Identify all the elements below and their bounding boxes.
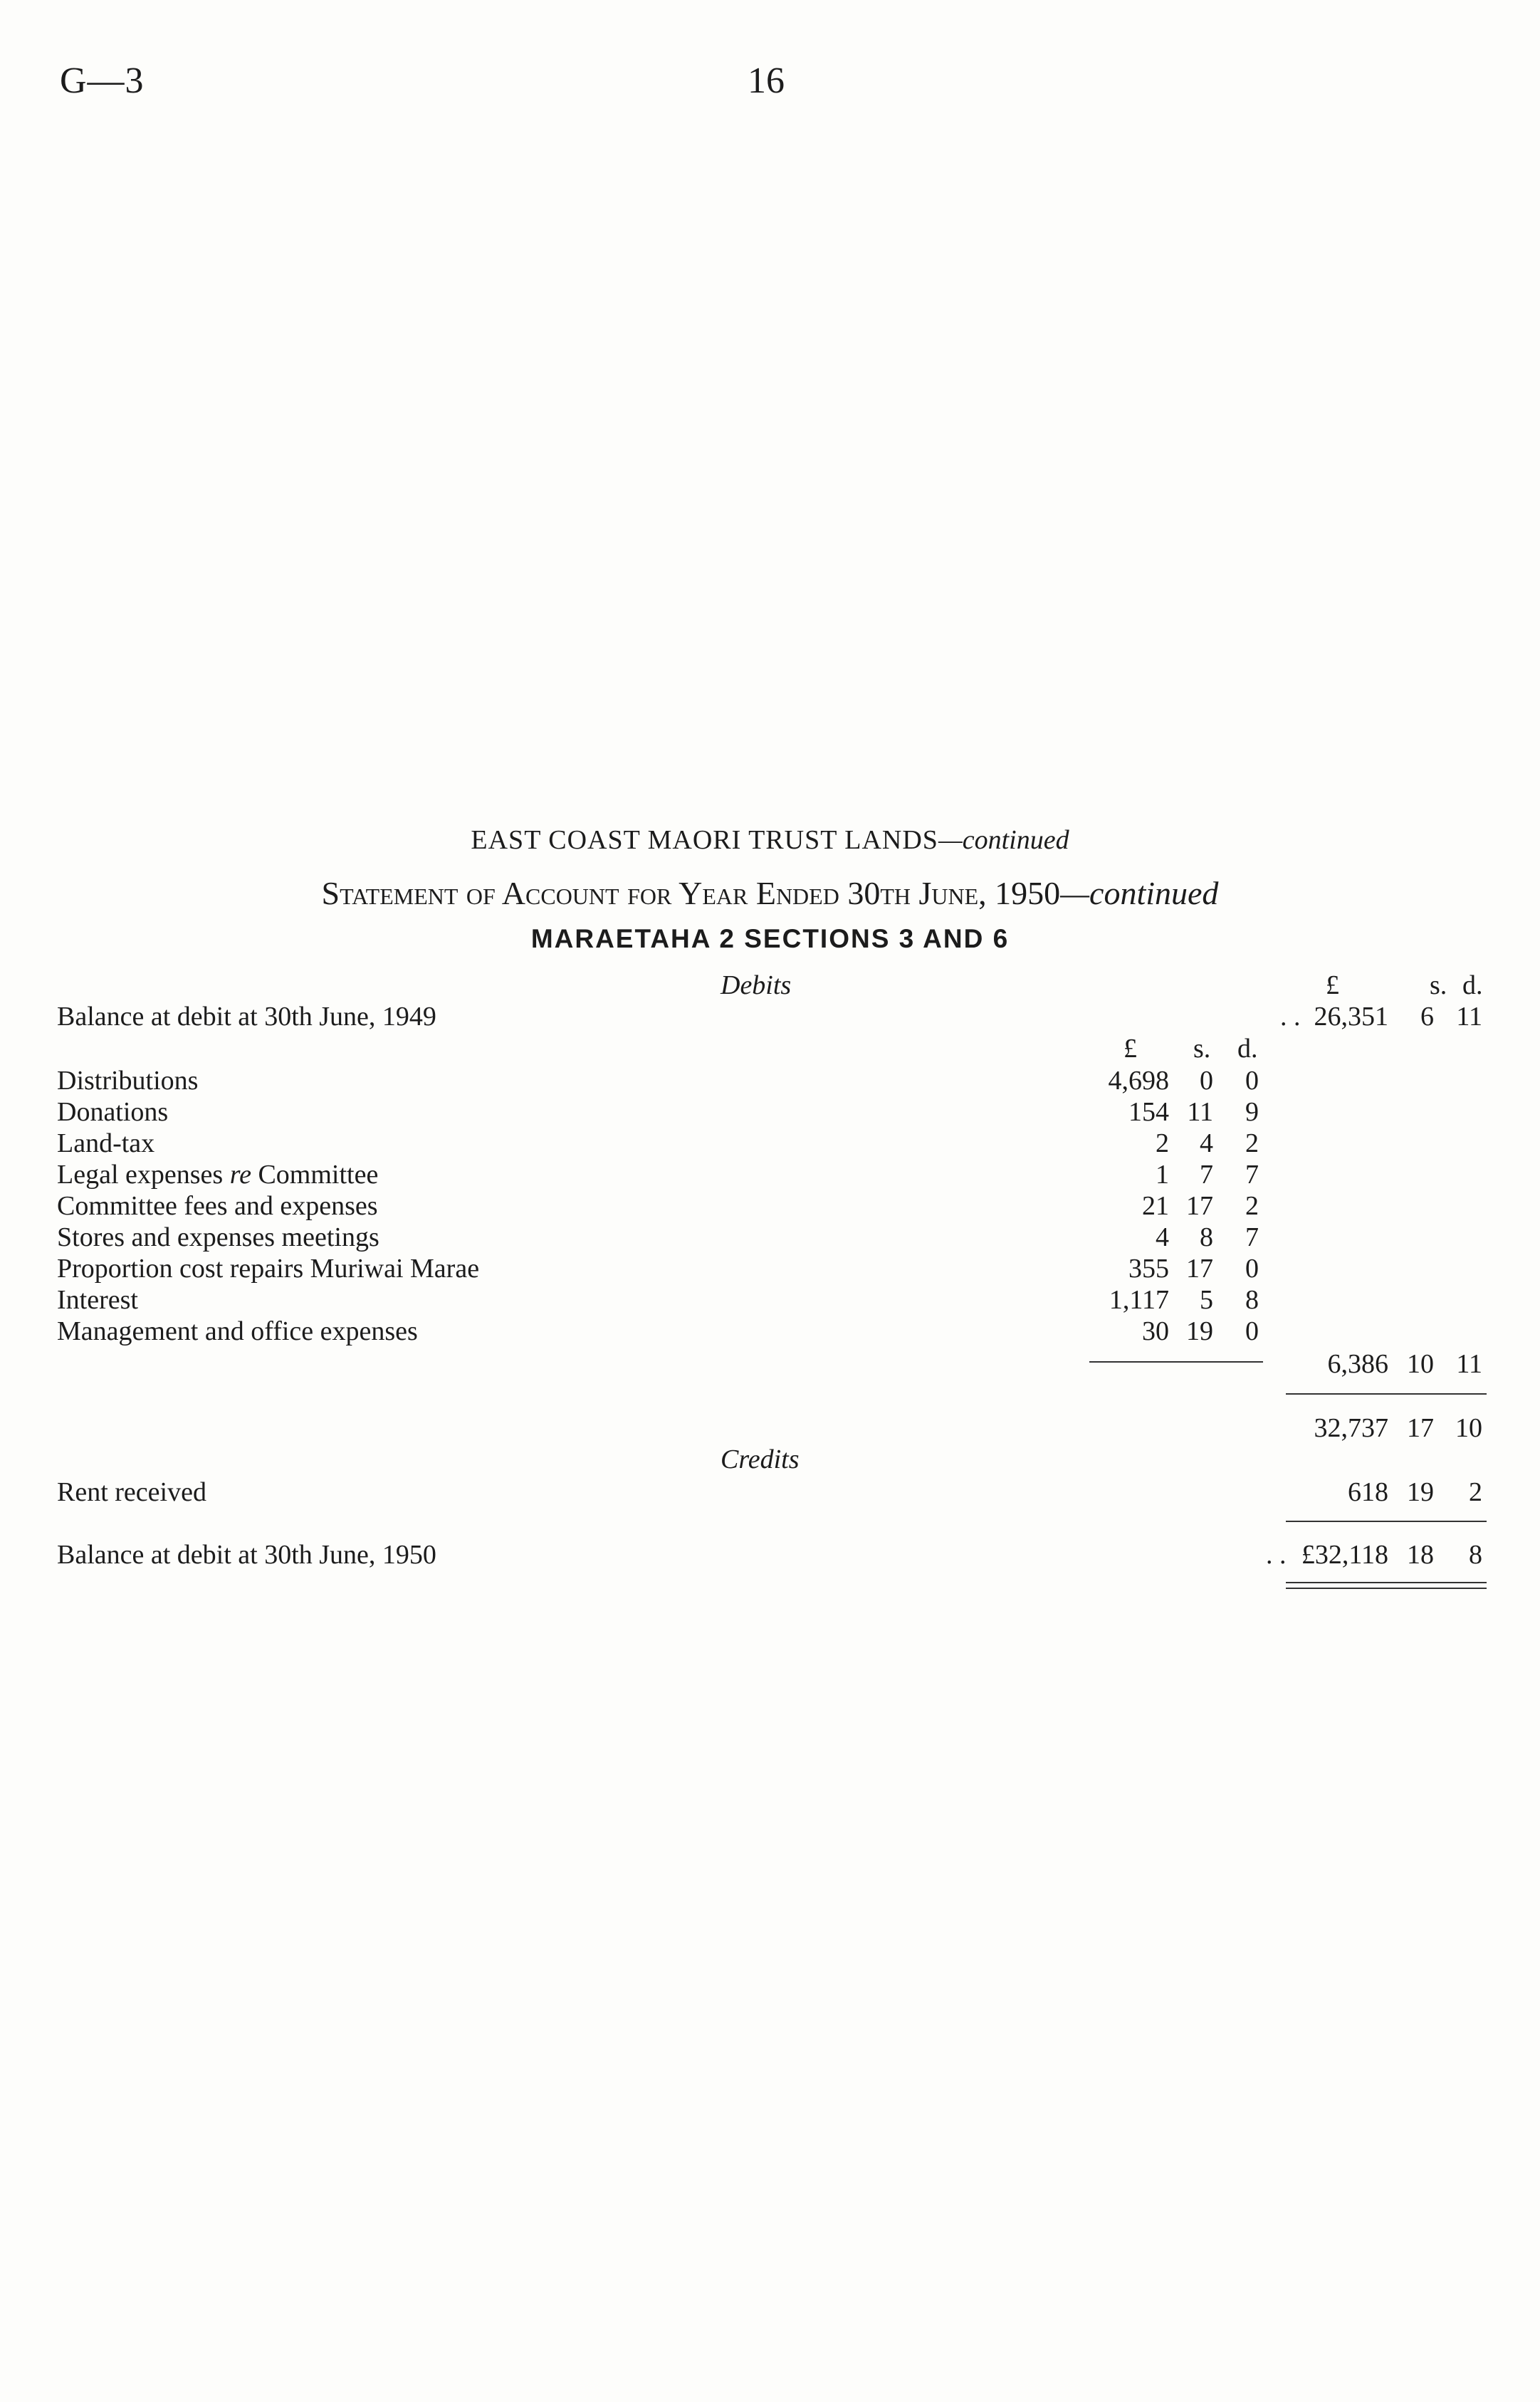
- balance-rule: [1286, 1521, 1487, 1522]
- statement-title-main: Statement of Account for Year Ended 30th June, 1950: [321, 875, 1061, 911]
- section-title: MARAETAHA 2 SECTIONS 3 AND 6: [530, 924, 1010, 953]
- inner-pence-header: d.: [1237, 1034, 1258, 1064]
- opening-balance-label: Balance at debit at 30th June, 1949: [57, 1002, 436, 1032]
- outer-pence-header: d.: [1462, 970, 1483, 1000]
- leader-dots: . .: [1266, 1540, 1287, 1570]
- subtotal-rule: [1089, 1361, 1263, 1363]
- debit-item-pence: 7: [1245, 1222, 1259, 1252]
- debit-item-shillings: 17: [1186, 1254, 1213, 1284]
- debit-item-label: Land-tax: [57, 1128, 155, 1158]
- outer-pounds-header: £: [1326, 970, 1339, 1000]
- statement-title-continued: —continued: [1060, 875, 1219, 911]
- debit-item-label: Interest: [57, 1285, 138, 1315]
- total-pounds: 32,737: [1314, 1413, 1388, 1443]
- total-rule: [1286, 1393, 1487, 1395]
- document-title: [0, 824, 1540, 856]
- title-continued: —continued: [938, 825, 1069, 855]
- outer-shillings-header: s.: [1430, 970, 1447, 1000]
- credits-heading: Credits: [721, 1444, 800, 1474]
- debit-item-label-end: Committee: [251, 1160, 379, 1190]
- page-number: 16: [748, 61, 785, 101]
- debit-item-pence: 2: [1245, 1128, 1259, 1158]
- opening-balance-shillings: 6: [1420, 1002, 1434, 1032]
- opening-balance-pounds: 26,351: [1314, 1002, 1388, 1032]
- debit-item-pounds: 2: [1156, 1128, 1169, 1158]
- debit-item-pence: 9: [1245, 1097, 1259, 1127]
- total-pence: 10: [1455, 1413, 1482, 1443]
- leader-dots: . .: [1280, 1002, 1301, 1032]
- debit-item-label: Stores and expenses meetings: [57, 1222, 379, 1252]
- closing-balance-shillings: 18: [1407, 1540, 1434, 1570]
- statement-title: [0, 874, 1540, 912]
- double-rule-top: [1286, 1582, 1487, 1583]
- debits-heading: Debits: [721, 970, 792, 1000]
- debit-item-shillings: 8: [1200, 1222, 1213, 1252]
- closing-balance-label: Balance at debit at 30th June, 1950: [57, 1540, 436, 1570]
- inner-shillings-header: s.: [1193, 1034, 1211, 1064]
- debit-item-pence: 0: [1245, 1254, 1259, 1284]
- debit-item-label: Distributions: [57, 1066, 199, 1096]
- debit-item-pounds: 355: [1128, 1254, 1169, 1284]
- closing-balance-pence: 8: [1469, 1540, 1482, 1570]
- debit-item-shillings: 4: [1200, 1128, 1213, 1158]
- opening-balance-pence: 11: [1456, 1002, 1482, 1032]
- debit-item-pounds: 21: [1142, 1191, 1169, 1221]
- debit-item-pence: 7: [1245, 1160, 1259, 1190]
- debit-item-pounds: 4: [1156, 1222, 1169, 1252]
- debit-item-pounds: 1,117: [1109, 1285, 1169, 1315]
- debit-item-pounds: 30: [1142, 1316, 1169, 1346]
- subtotal-pence: 11: [1456, 1349, 1482, 1379]
- credit-item-label: Rent received: [57, 1477, 206, 1507]
- debit-item-label: Donations: [57, 1097, 169, 1127]
- double-rule-bottom: [1286, 1588, 1487, 1589]
- inner-pounds-header: £: [1123, 1034, 1137, 1064]
- credit-item-shillings: 19: [1407, 1477, 1434, 1507]
- debit-item-shillings: 5: [1200, 1285, 1213, 1315]
- debit-item-shillings: 11: [1187, 1097, 1213, 1127]
- debit-item-label-start: Legal expenses: [57, 1160, 230, 1190]
- closing-balance-pounds: £32,118: [1301, 1540, 1388, 1570]
- debit-item-pence: 2: [1245, 1191, 1259, 1221]
- debit-item-label: Committee fees and expenses: [57, 1191, 378, 1221]
- subtotal-shillings: 10: [1407, 1349, 1434, 1379]
- debit-item-pence: 0: [1245, 1316, 1259, 1346]
- page-reference: G—3: [60, 61, 145, 101]
- debit-item-label-italic: re: [229, 1160, 251, 1190]
- subtotal-pounds: 6,386: [1327, 1349, 1388, 1379]
- debit-item-pounds: 154: [1128, 1097, 1169, 1127]
- debit-item-shillings: 0: [1200, 1066, 1213, 1096]
- title-main: EAST COAST MAORI TRUST LANDS: [471, 825, 938, 855]
- debit-item-shillings: 19: [1186, 1316, 1213, 1346]
- total-shillings: 17: [1407, 1413, 1434, 1443]
- debit-item-shillings: 7: [1200, 1160, 1213, 1190]
- debit-item-pounds: 1: [1156, 1160, 1169, 1190]
- debit-item-pence: 8: [1245, 1285, 1259, 1315]
- debit-item-label: Proportion cost repairs Muriwai Marae: [57, 1254, 480, 1284]
- debit-item-label: [57, 1159, 378, 1190]
- debit-item-label: Management and office expenses: [57, 1316, 418, 1346]
- credit-item-pounds: 618: [1348, 1477, 1388, 1507]
- debit-item-pence: 0: [1245, 1066, 1259, 1096]
- debit-item-pounds: 4,698: [1108, 1066, 1169, 1096]
- credit-item-pence: 2: [1469, 1477, 1482, 1507]
- debit-item-shillings: 17: [1186, 1191, 1213, 1221]
